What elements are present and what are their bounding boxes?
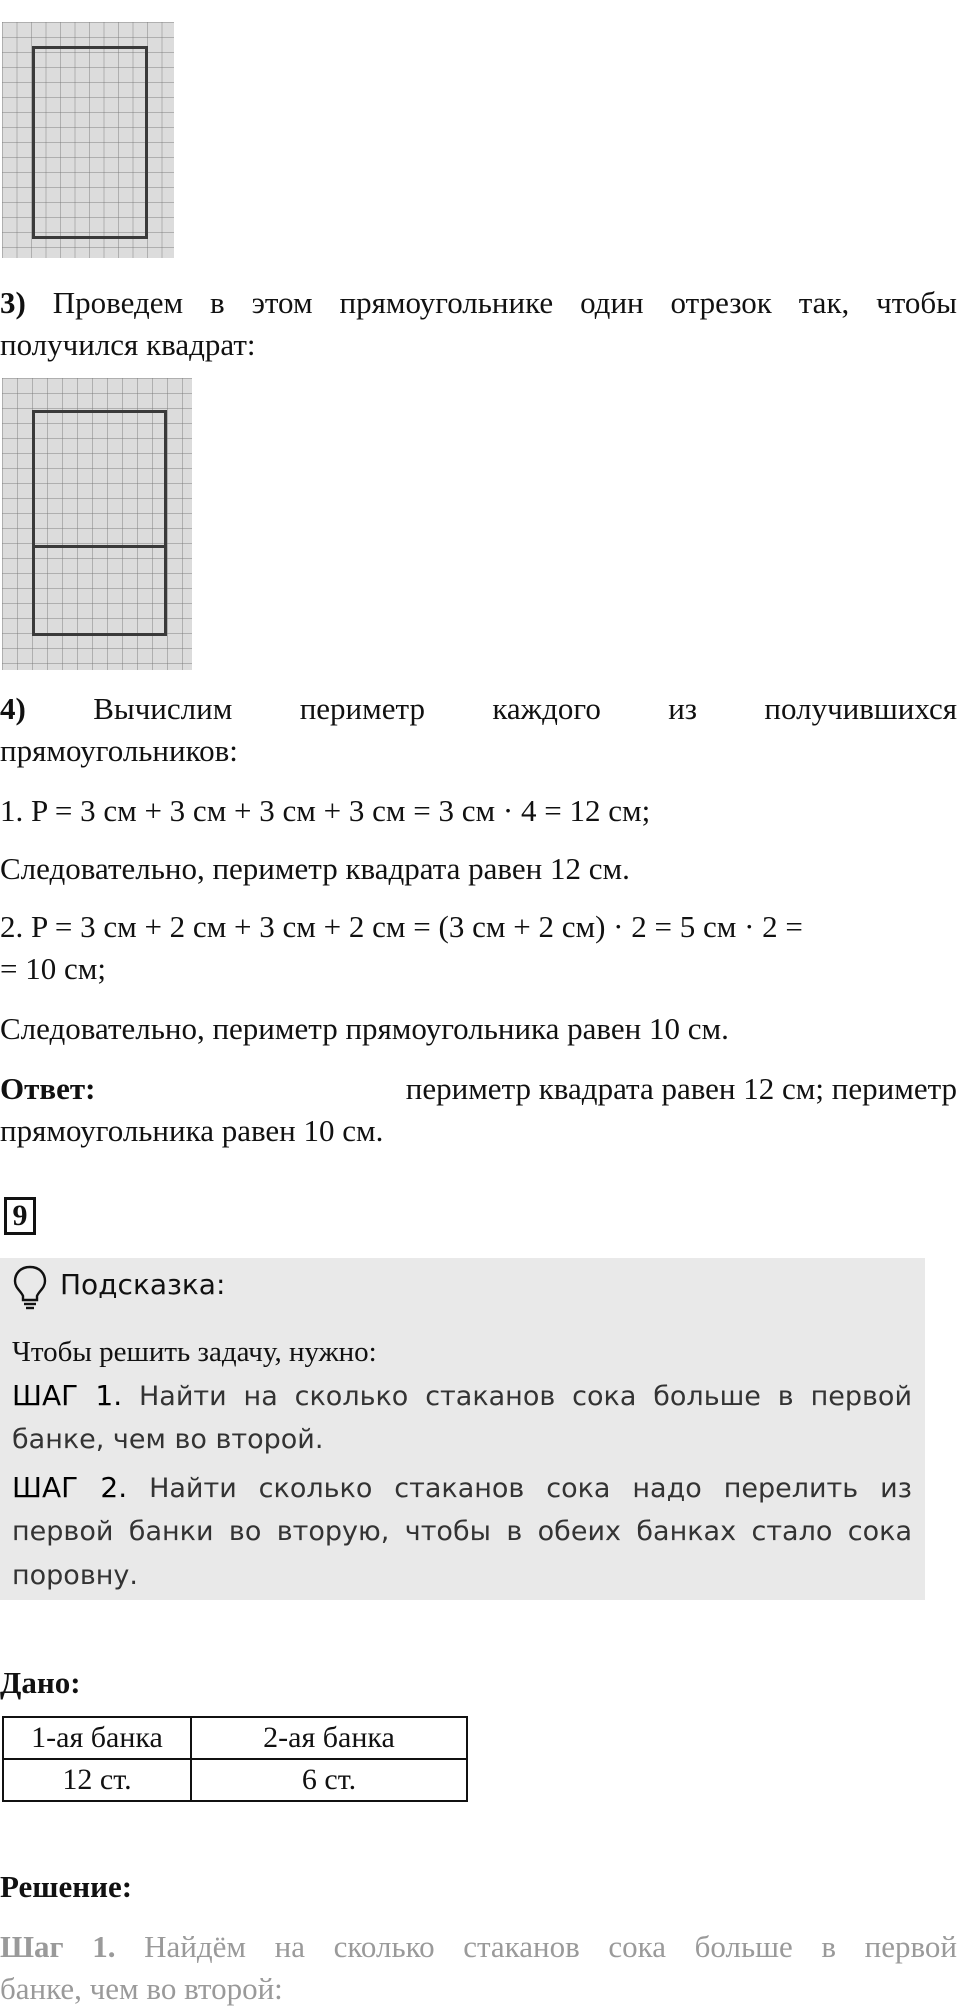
lightbulb-icon [10,1264,50,1310]
hint-title: Подсказка: [60,1268,226,1301]
hint-step1-line2: банке, чем во второй. [12,1424,324,1455]
drawn-rectangle [32,46,148,239]
hint-step2-line1: ШАГ 2. Найти сколько стаканов сока надо перелить из [12,1471,912,1504]
dividing-segment [32,545,167,548]
table-header-cell: 1-ая банка [3,1717,191,1759]
conclusion-square: Следовательно, периметр квадрата равен 12 см. [0,851,630,886]
solution-step1-line1: Шаг 1. Найдём на сколько стаканов сока больше в первой [0,1929,958,1964]
calc-rectangle-perimeter-line2: = 10 см; [0,951,106,986]
solution-title: Решение: [0,1869,133,1904]
given-title: Дано: [0,1665,81,1700]
table-cell: 12 ст. [3,1759,191,1801]
answer-line1: Ответ: периметр квадрата равен 12 см; периметр [0,1071,957,1106]
answer-line2: прямоугольника равен 10 см. [0,1113,384,1148]
calc-square-perimeter: 1. P = 3 см + 3 см + 3 см + 3 см = 3 см · 4 = 12 см; [0,793,651,828]
table-cell: 6 ст. [191,1759,467,1801]
table-row [3,1759,467,1801]
table-header-cell: 2-ая банка [191,1717,467,1759]
table-row [3,1717,467,1759]
drawn-rectangle [32,410,167,636]
given-table [2,1716,468,1802]
hint-step2-line3: поровну. [12,1560,138,1591]
calc-rectangle-perimeter-line1: 2. P = 3 см + 2 см + 3 см + 2 см = (3 см + 2 см) · 2 = 5 см · 2 = [0,909,803,944]
hint-step1-line1: ШАГ 1. Найти на сколько стаканов сока больше в первой [12,1379,912,1412]
task-number: 9 [4,1197,36,1235]
step4-line2: прямоугольников: [0,733,238,768]
grid-paper-image-2 [2,378,192,670]
step4-line1: 4) Вычислим периметр каждого из получившихся [0,691,957,726]
hint-intro: Чтобы решить задачу, нужно: [12,1336,377,1368]
step3-line1: 3) Проведем в этом прямоугольнике один отрезок так, чтобы [0,285,958,320]
hint-step2-line2: первой банки во вторую, чтобы в обеих банках стало сока [12,1516,912,1547]
conclusion-rectangle: Следовательно, периметр прямоугольника равен 10 см. [0,1011,729,1046]
solution-step1-line2: банке, чем во второй: [0,1971,283,2006]
grid-paper-image-1 [2,22,174,258]
step3-line2: получился квадрат: [0,327,256,362]
